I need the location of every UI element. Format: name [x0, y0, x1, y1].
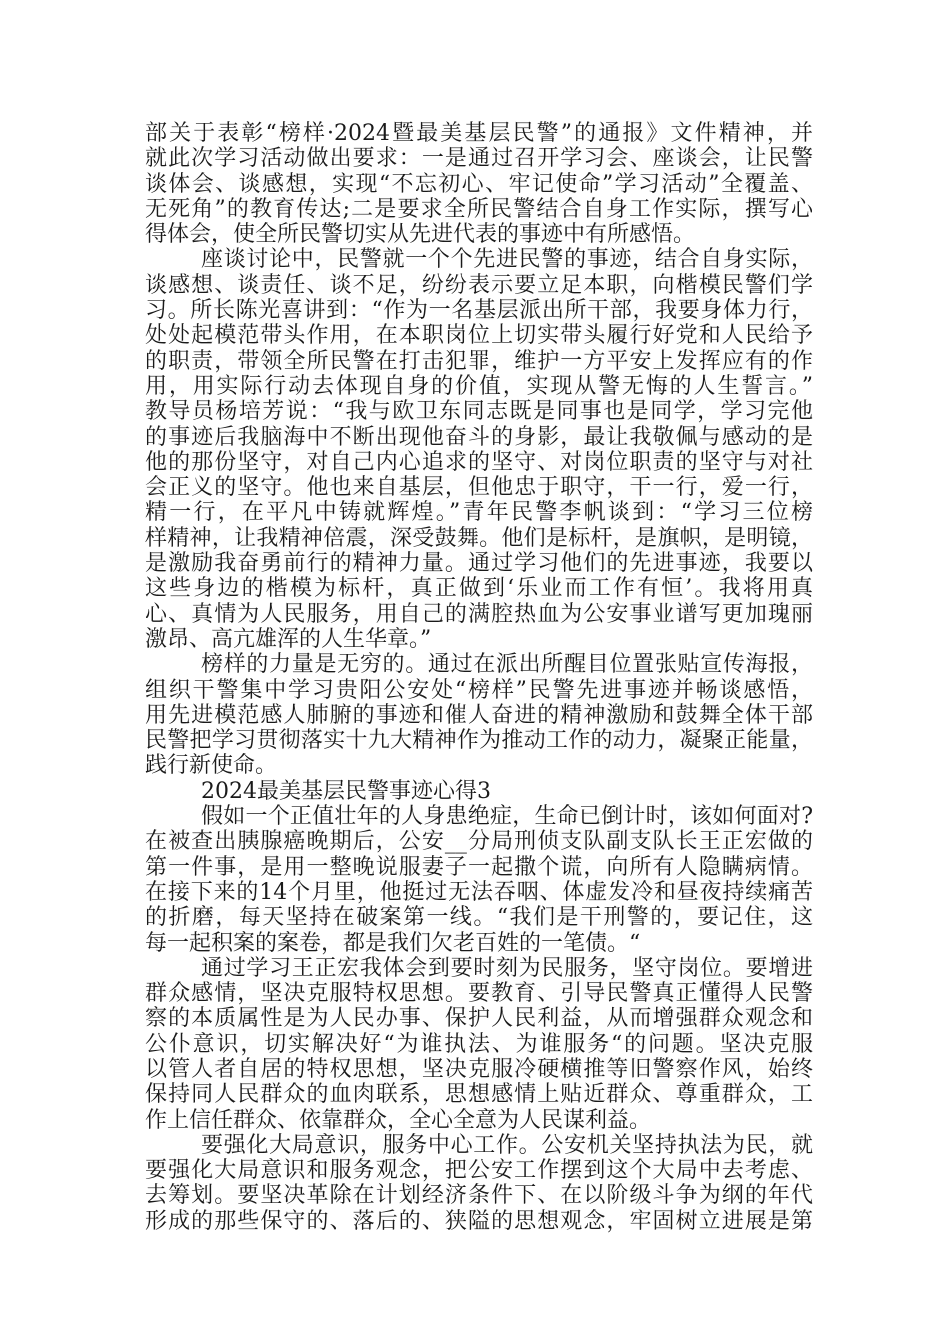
text-line: 民警把学习贯彻落实十九大精神作为推动工作的动力，凝聚正能量， [145, 728, 813, 754]
text-line: 保持同人民群众的血肉联系，思想感情上贴近群众、尊重群众，工 [145, 1082, 813, 1108]
text-line: 践行新使命。 [145, 753, 278, 779]
text-line: 样精神，让我精神倍震，深受鼓舞。他们是标杆，是旗帜，是明镜， [145, 525, 813, 551]
text-line: 通过学习王正宏我体会到要时刻为民服务，坚守岗位。要增进 [201, 955, 813, 981]
text-line: 作上信任群众、依靠群众，全心全意为人民谋利益。 [145, 1107, 652, 1133]
text-line: 组织干警集中学习贵阳公安处“榜样”民警先进事迹并畅谈感悟， [145, 677, 813, 703]
text-line: 是激励我奋勇前行的精神力量。通过学习他们的先进事迹，我要以 [145, 551, 813, 577]
text-line: 第一件事，是用一整晚说服妻子一起撒个谎，向所有人隐瞒病情。 [145, 854, 813, 880]
text-line: 要强化大局意识，服务中心工作。公安机关坚持执法为民，就 [201, 1132, 813, 1158]
document-body [145, 121, 813, 1234]
text-line: 心、真情为人民服务，用自己的满腔热血为公安事业谱写更加瑰丽 [145, 601, 813, 627]
text-line: 就此次学习活动做出要求：一是通过召开学习会、座谈会，让民警 [145, 146, 813, 172]
text-line: 得体会，使全所民警切实从先进代表的事迹中有所感悟。 [145, 222, 696, 248]
text-line: 用先进模范感人肺腑的事迹和催人奋进的精神激励和鼓舞全体干部 [145, 702, 813, 728]
text-line: 教导员杨培芳说：“我与欧卫东同志既是同事也是同学，学习完他 [145, 399, 813, 425]
text-line: 要强化大局意识和服务观念，把公安工作摆到这个大局中去考虑、 [145, 1158, 813, 1184]
text-line: 处处起模范带头作用，在本职岗位上切实带头履行好党和人民给予 [145, 323, 813, 349]
section-heading: 2024最美基层民警事迹心得3 [201, 778, 491, 804]
text-line: 部关于表彰“榜样·2024暨最美基层民警”的通报》文件精神，并 [145, 121, 813, 146]
text-line: 以管人者自居的特权思想，坚决克服冷硬横推等旧警察作风，始终 [145, 1056, 813, 1082]
text-line: 察的本质属性是为人民办事、保护人民利益，从而增强群众观念和 [145, 1006, 813, 1032]
text-line: 习。所长陈光喜讲到：“作为一名基层派出所干部，我要身体力行， [145, 298, 813, 324]
text-line: 在接下来的14个月里，他挺过无法吞咽、体虚发冷和昼夜持续痛苦 [145, 879, 813, 905]
text-line: 用，用实际行动去体现自身的价值，实现从警无悔的人生誓言。” [145, 373, 813, 399]
text-line: 公仆意识，切实解决好“为谁执法、为谁服务“的问题。坚决克服 [145, 1031, 813, 1057]
text-line: 谈感想、谈责任、谈不足，纷纷表示要立足本职，向楷模民警们学 [145, 272, 813, 298]
text-line: 激昂、高亢雄浑的人生华章。” [145, 626, 432, 652]
text-line: 形成的那些保守的、落后的、狭隘的思想观念，牢固树立进展是第 [145, 1208, 813, 1234]
text-line: 的事迹后我脑海中不断出现他奋斗的身影，最让我敬佩与感动的是 [145, 424, 813, 450]
text-line: 的折磨，每天坚持在破案第一线。“我们是干刑警的，要记住，这 [145, 905, 813, 931]
text-line: 群众感情，坚决克服特权思想。要教育、引导民警真正懂得人民警 [145, 981, 813, 1007]
text-line: 的职责，带领全所民警在打击犯罪，维护一方平安上发挥应有的作 [145, 348, 813, 374]
text-line: 无死角”的教育传达;二是要求全所民警结合自身工作实际，撰写心 [145, 196, 813, 222]
text-line: 座谈讨论中，民警就一个个先进民警的事迹，结合自身实际， [201, 247, 813, 273]
text-line: 每一起积案的案卷，都是我们欠老百姓的一笔债。“ [145, 930, 641, 956]
text-line: 精一行，在平凡中铸就辉煌。”青年民警李帆谈到：“学习三位榜 [145, 500, 813, 526]
text-line: 榜样的力量是无穷的。通过在派出所醒目位置张贴宣传海报， [201, 652, 813, 678]
text-line: 在被查出胰腺癌晚期后，公安__分局刑侦支队副支队长王正宏做的 [145, 829, 813, 855]
text-line: 谈体会、谈感想，实现“不忘初心、牢记使命”学习活动”全覆盖、 [145, 171, 813, 197]
text-line: 去筹划。要坚决革除在计划经济条件下、在以阶级斗争为纲的年代 [145, 1183, 813, 1209]
text-line: 他的那份坚守，对自己内心追求的坚守、对岗位职责的坚守与对社 [145, 449, 813, 475]
text-line: 会正义的坚守。他也来自基层，但他忠于职守，干一行，爱一行， [145, 475, 813, 501]
text-line: 假如一个正值壮年的人身患绝症，生命已倒计时，该如何面对? [201, 804, 813, 830]
text-line: 这些身边的楷模为标杆，真正做到‘乐业而工作有恒’。我将用真 [145, 576, 813, 602]
